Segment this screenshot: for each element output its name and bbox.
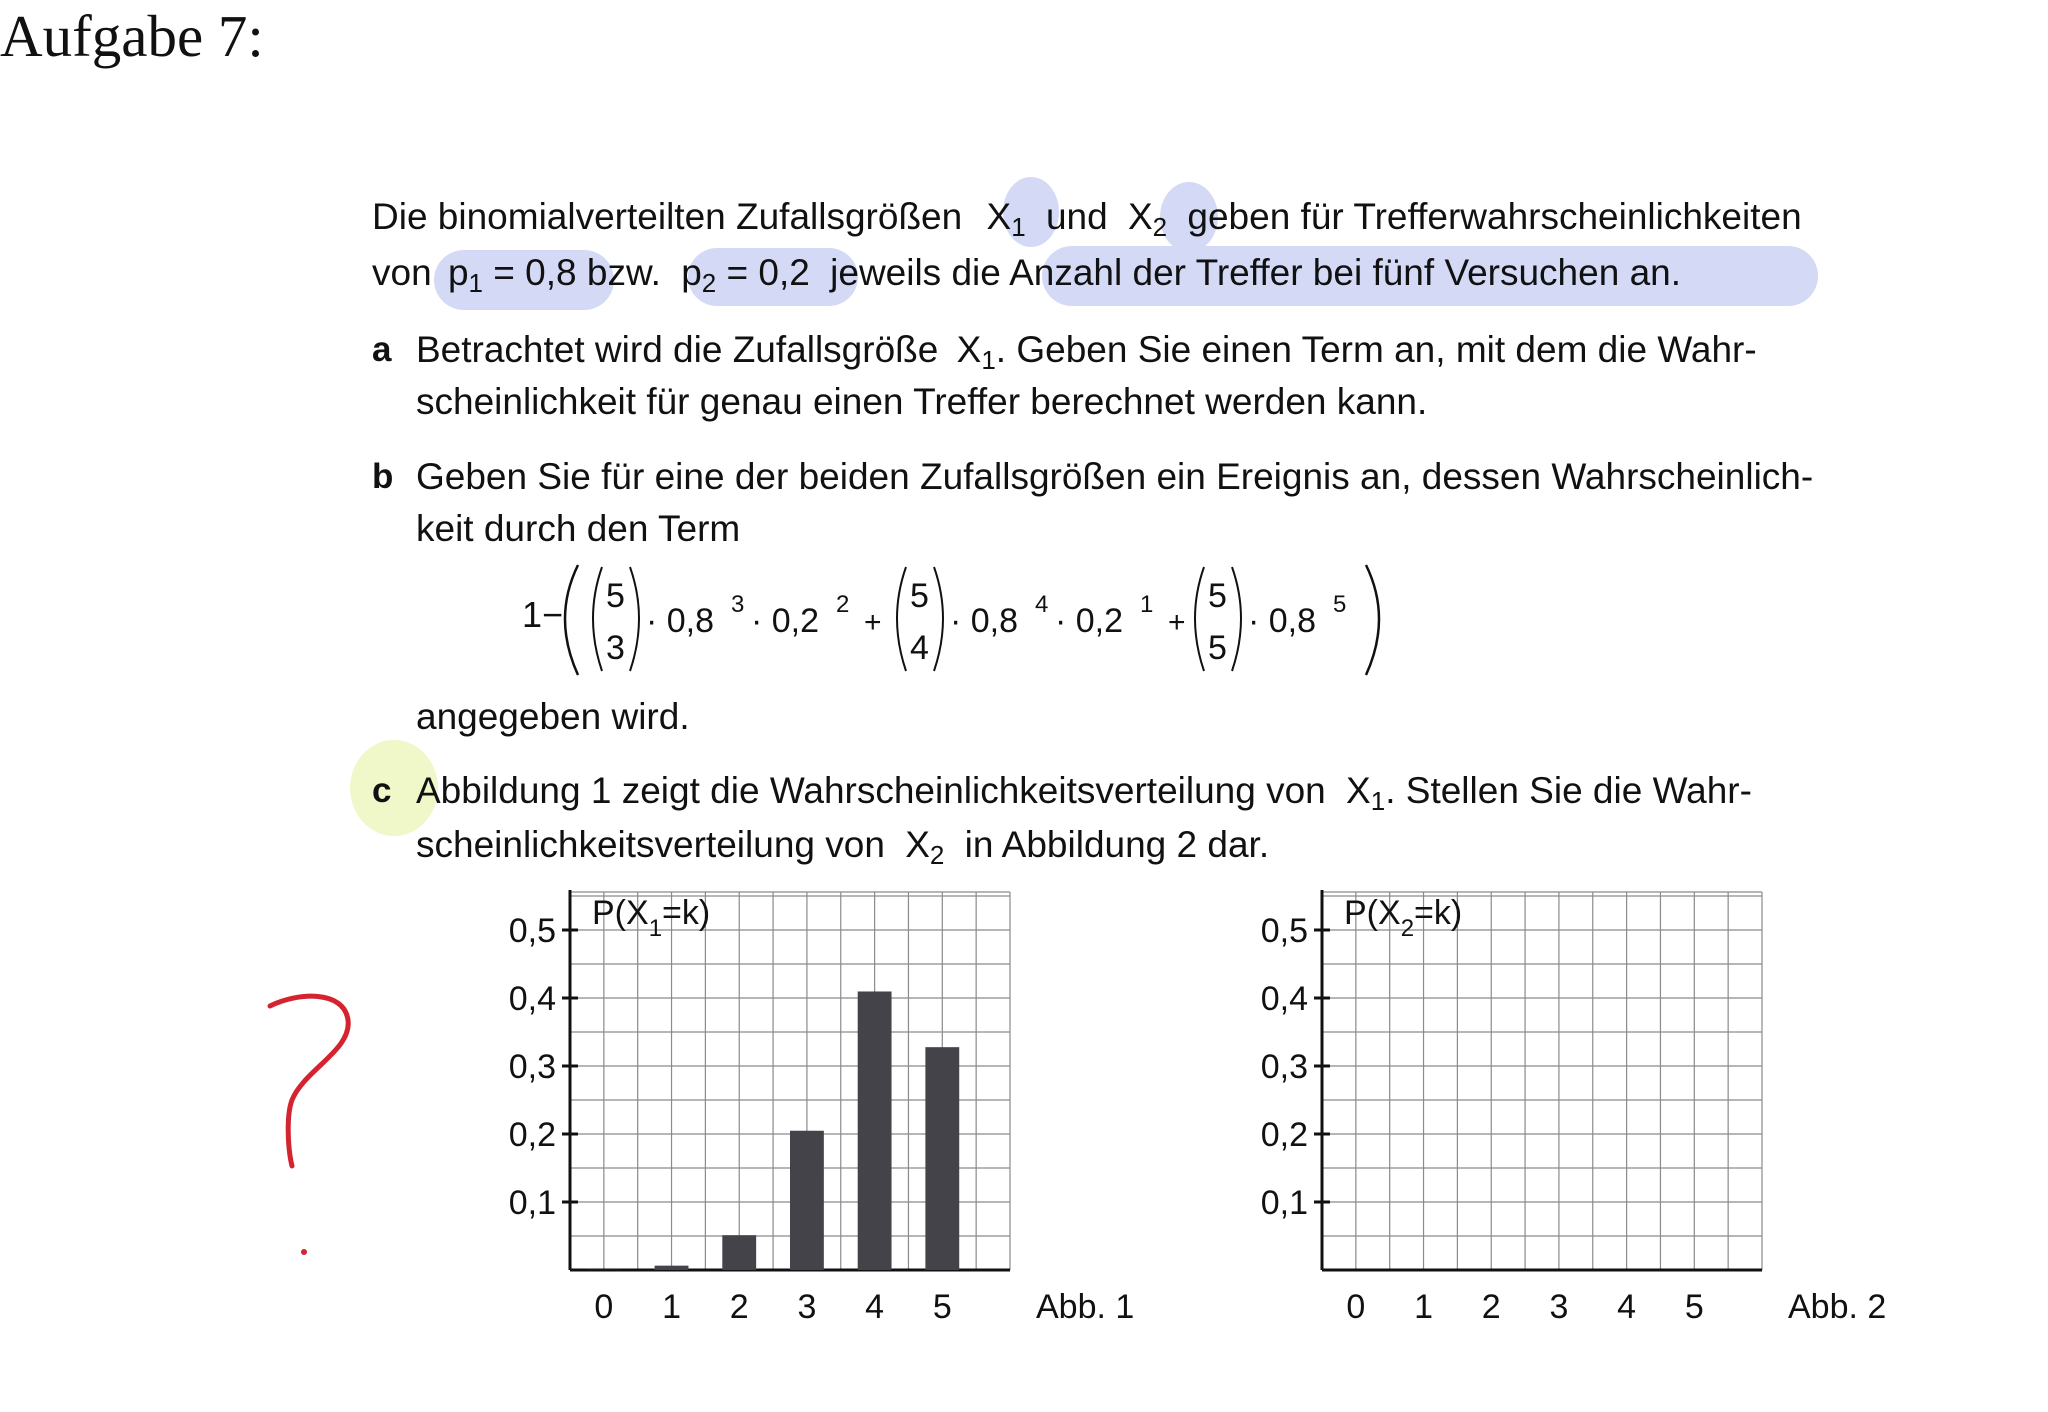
y-tick-label: 0,3 [508, 1048, 556, 1086]
term-exp-1: 5 [1333, 591, 1347, 618]
bar-k-1 [655, 1266, 689, 1270]
bar-k-4 [858, 991, 892, 1270]
y-tick-label: 0,2 [508, 1116, 556, 1154]
x-tick-label: 0 [594, 1288, 614, 1326]
x-tick-label: 4 [865, 1288, 885, 1326]
chart-abb-1 [470, 880, 1190, 1330]
x-tick-label: 2 [729, 1288, 749, 1326]
binom-paren-right [1232, 567, 1241, 671]
term-exp-1: 3 [731, 591, 745, 618]
intro-line-2: von $p_1 = 0,8$ bzw. $p_2 = 0,2$ jeweils die Anzahl der Treffer bei fünf Versuchen an. [372, 252, 1682, 298]
task-c-line-1: Abbildung 1 zeigt die Wahrscheinlichkeitsverteilung von $X_1$. Stellen Sie die Wahr- [416, 770, 1752, 816]
x-tick-label: 4 [1617, 1288, 1637, 1326]
task-a-line-1: Betrachtet wird die Zufallsgröße $X_1$. Geben Sie einen Term an, mit dem die Wahr- [416, 329, 1757, 375]
formula-outer-paren-left [565, 565, 578, 675]
y-axis-label [1344, 894, 1462, 942]
y-tick-label: 0,5 [508, 912, 556, 950]
y-tick-label: 0,1 [1260, 1184, 1308, 1222]
binomial-formula [520, 555, 1400, 685]
task-b-line-3: angegeben wird. [416, 696, 690, 737]
term-exp-1: 4 [1035, 591, 1049, 618]
term-base-1: · 0,8 [646, 602, 715, 640]
y-label-part: P(X [1344, 894, 1401, 932]
bar-k-2 [722, 1235, 756, 1270]
task-a-line-2: scheinlichkeit für genau einen Treffer berechnet werden kann. [416, 381, 1428, 422]
binom-paren-right [630, 567, 639, 671]
y-label-part: =k) [662, 894, 711, 932]
task-b-line-2: keit durch den Term [416, 508, 741, 549]
bar-k-3 [790, 1131, 824, 1270]
y-axis-label [592, 894, 710, 942]
x-tick-label: 1 [662, 1288, 681, 1326]
figure-caption: Abb. 1 [1036, 1288, 1135, 1326]
formula-term-1 [593, 567, 882, 671]
formula-term-2 [897, 567, 1186, 671]
formula-lead: 1− [522, 594, 564, 635]
binom-k: 3 [606, 629, 625, 667]
x-tick-label: 5 [1684, 1288, 1704, 1326]
x-tick-label: 3 [1549, 1288, 1569, 1326]
chart-grid [1322, 892, 1762, 1270]
term-exp-2: 2 [836, 591, 850, 618]
y-label-subscript: 1 [648, 915, 663, 942]
x-tick-label: 0 [1346, 1288, 1366, 1326]
formula-outer-paren-right [1366, 565, 1379, 675]
binom-n: 5 [910, 577, 929, 615]
binom-k: 5 [1208, 629, 1227, 667]
term-op: + [864, 606, 882, 639]
binom-n: 5 [1208, 577, 1227, 615]
formula-term-3 [1195, 567, 1346, 671]
y-label-part: =k) [1414, 894, 1463, 932]
term-base-2: · 0,2 [1055, 602, 1124, 640]
y-label-subscript: 2 [1400, 915, 1415, 942]
y-label-part: P(X [592, 894, 649, 932]
binom-k: 4 [910, 629, 929, 667]
x-tick-label: 5 [932, 1288, 952, 1326]
y-tick-label: 0,5 [1260, 912, 1308, 950]
binom-paren-right [934, 567, 943, 671]
handwritten-question-mark-icon [248, 990, 368, 1270]
y-tick-label: 0,2 [1260, 1116, 1308, 1154]
task-b-label: b [372, 457, 394, 496]
bar-k-5 [925, 1047, 959, 1270]
term-base-2: · 0,2 [751, 602, 820, 640]
term-base-1: · 0,8 [950, 602, 1019, 640]
x-tick-label: 2 [1481, 1288, 1501, 1326]
x-tick-label: 1 [1414, 1288, 1433, 1326]
x-tick-label: 3 [797, 1288, 817, 1326]
y-tick-label: 0,4 [508, 980, 556, 1018]
term-op: + [1168, 606, 1186, 639]
term-base-1: · 0,8 [1248, 602, 1317, 640]
task-c-line-2: scheinlichkeitsverteilung von $X_2$ in Abbildung 2 dar. [416, 824, 1270, 870]
chart-abb-2 [1222, 880, 1942, 1330]
y-tick-label: 0,1 [508, 1184, 556, 1222]
binom-paren-left [1195, 567, 1204, 671]
task-a-label: a [372, 330, 392, 369]
task-b-line-1: Geben Sie für eine der beiden Zufallsgrößen ein Ereignis an, dessen Wahrscheinlich- [416, 456, 1814, 497]
binom-n: 5 [606, 577, 625, 615]
figure-caption: Abb. 2 [1788, 1288, 1887, 1326]
task-c-label: c [372, 771, 392, 810]
page-title: Aufgabe 7: [0, 3, 264, 69]
y-tick-label: 0,4 [1260, 980, 1308, 1018]
binom-paren-left [593, 567, 602, 671]
binom-paren-left [897, 567, 906, 671]
intro-line-1: Die binomialverteilten Zufallsgrößen $X_1$ und $X_2$ geben für Trefferwahrscheinlichkeiten [372, 196, 1802, 242]
y-tick-label: 0,3 [1260, 1048, 1308, 1086]
term-exp-2: 1 [1140, 591, 1154, 618]
